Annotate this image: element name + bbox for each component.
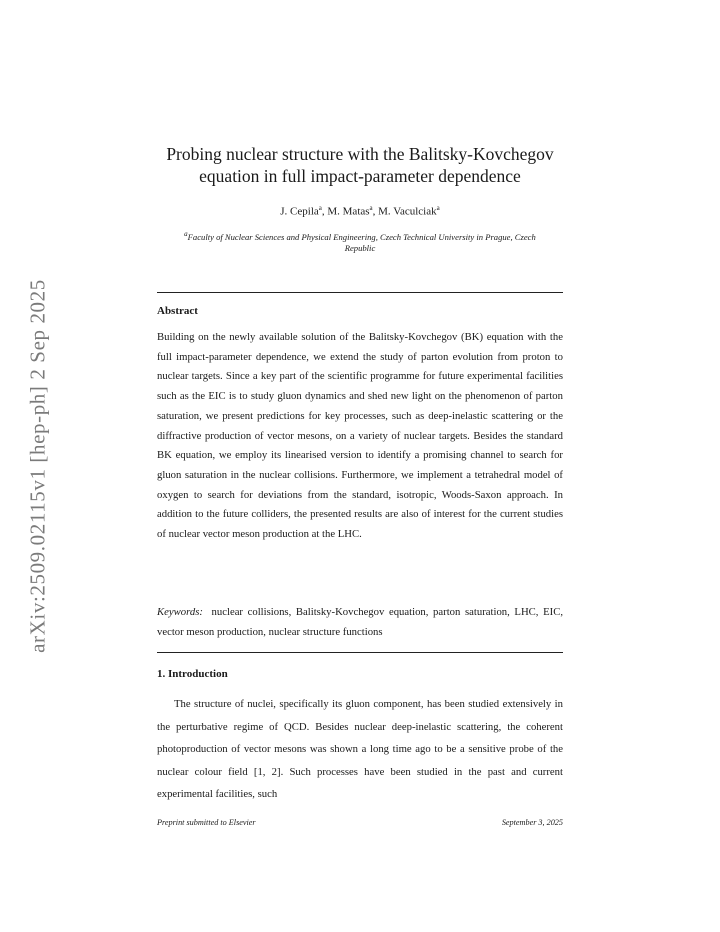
author-name: J. Cepila bbox=[280, 205, 319, 218]
abstract-heading: Abstract bbox=[157, 305, 198, 317]
author-name: M. Vaculciak bbox=[378, 205, 437, 218]
introduction-text: The structure of nuclei, specifically its gluon component, has been studied extensively in the perturbative regime of QCD. Besides nuclear deep-inelastic scattering, the coherent photoproduction of vector mesons was shown a long time ago to be a sensitive probe of the nuclear colour field [1, 2]. Such processes have been studied in the past and current experimental facilities, such bbox=[157, 698, 563, 800]
arxiv-side-stamp: arXiv:2509.02115v1 [hep-ph] 2 Sep 2025 bbox=[25, 279, 50, 653]
section-heading-introduction: 1. Introduction bbox=[157, 668, 228, 680]
abstract-text: Building on the newly available solution of the Balitsky-Kovchegov (BK) equation with the full impact-parameter dependence, we extend the study of parton evolution from proton to nuclear targets. Since a key part of the scientific programme for future experimental facilities such as the EIC is to study gluon dynamics and shed new light on the phenomenon of parton saturation, we present predictions for key processes, such as deep-inelastic scattering or the diffractive production of vector mesons, on a variety of nuclear targets. Besides the standard BK equation, we employ its linearised version to identify a promising channel to search for gluon saturation in the nuclear collisions. Furthermore, we implement a tetrahedral model of oxygen to search for deviations from the standard, isotropic, Woods-Saxon approach. In addition to the future colliders, the presented results are also of interest for the current studies of nuclear vector meson production at the LHC. bbox=[157, 331, 563, 541]
keywords-label: Keywords: bbox=[157, 606, 203, 618]
author-affil-mark: a bbox=[436, 204, 440, 212]
author-name: M. Matas bbox=[327, 205, 370, 218]
author-affil-mark: a bbox=[318, 204, 322, 212]
author-affil-mark: a bbox=[369, 204, 373, 212]
keywords-block bbox=[157, 603, 563, 642]
affiliation-mark: a bbox=[184, 230, 188, 238]
keywords-text: nuclear collisions, Balitsky-Kovchegov equation, parton saturation, LHC, EIC, vector meson production, nuclear structure functions bbox=[157, 606, 563, 638]
affiliation-text: Faculty of Nuclear Sciences and Physical Engineering, Czech Technical University in Prague, Czech Republic bbox=[187, 231, 536, 253]
author-list bbox=[157, 204, 563, 218]
author-separator: , bbox=[372, 205, 379, 218]
abstract-top-rule bbox=[157, 292, 563, 293]
footer-preprint-note: Preprint submitted to Elsevier bbox=[157, 818, 256, 827]
paper-title: Probing nuclear structure with the Balitsky-Kovchegov equation in full impact-parameter dependence bbox=[166, 144, 554, 186]
author-separator: , bbox=[321, 205, 328, 218]
abstract-bottom-rule bbox=[157, 652, 563, 653]
affiliation bbox=[168, 229, 552, 254]
footer-date: September 3, 2025 bbox=[501, 818, 563, 827]
